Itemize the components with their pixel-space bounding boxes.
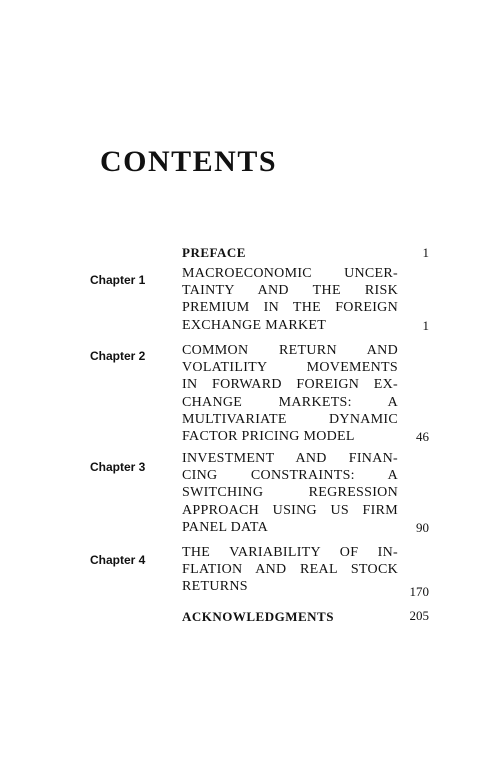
chapter-4-title-line: RETURNS bbox=[182, 579, 248, 595]
chapter-2-title bbox=[182, 342, 398, 445]
chapter-3-page-number: 90 bbox=[416, 520, 429, 535]
chapter-3-label: Chapter 3 bbox=[90, 460, 146, 474]
chapter-3-title-line: SWITCHING REGRESSION bbox=[182, 485, 398, 501]
chapter-1-title-line: TAINTY AND THE RISK bbox=[182, 283, 398, 299]
chapter-3-title-line: CING CONSTRAINTS: A bbox=[182, 468, 398, 484]
chapter-4-page-number: 170 bbox=[409, 584, 429, 599]
chapter-3-title-line: INVESTMENT AND FINAN- bbox=[182, 451, 398, 466]
chapter-1-page-number: 1 bbox=[422, 318, 429, 333]
preface-page-number: 1 bbox=[422, 245, 429, 260]
chapter-2-title-line: CHANGE MARKETS: A bbox=[182, 394, 398, 410]
preface-title: PREFACE bbox=[182, 245, 246, 260]
acknowledgments-page-number: 205 bbox=[409, 608, 429, 623]
chapter-1-title bbox=[182, 265, 398, 334]
acknowledgments-title: ACKNOWLEDGMENTS bbox=[182, 609, 334, 624]
chapter-2-title-line: IN FORWARD FOREIGN EX- bbox=[182, 377, 398, 393]
chapter-3-title-line: APPROACH USING US FIRM bbox=[182, 502, 398, 518]
chapter-1-title-line: PREMIUM IN THE FOREIGN bbox=[182, 300, 398, 316]
chapter-2-page-number: 46 bbox=[416, 429, 429, 444]
chapter-1-title-line: EXCHANGE MARKET bbox=[182, 317, 327, 333]
chapter-3-title bbox=[182, 450, 398, 536]
chapter-2-title-line: VOLATILITY MOVEMENTS bbox=[182, 360, 398, 376]
chapter-2-title-line: MULTIVARIATE DYNAMIC bbox=[182, 411, 398, 427]
chapter-4-title-line: THE VARIABILITY OF IN- bbox=[182, 545, 398, 560]
page-title: CONTENTS bbox=[100, 145, 278, 178]
chapter-2-label: Chapter 2 bbox=[90, 349, 146, 363]
chapter-1-label: Chapter 1 bbox=[90, 273, 146, 287]
chapter-4-title bbox=[182, 544, 398, 596]
chapter-4-label: Chapter 4 bbox=[90, 553, 146, 567]
chapter-2-title-line: FACTOR PRICING MODEL bbox=[182, 429, 355, 445]
chapter-1-title-line: MACROECONOMIC UNCER- bbox=[182, 266, 398, 281]
chapter-3-title-line: PANEL DATA bbox=[182, 519, 269, 535]
chapter-2-title-line: COMMON RETURN AND bbox=[182, 343, 398, 358]
chapter-4-title-line: FLATION AND REAL STOCK bbox=[182, 562, 398, 578]
